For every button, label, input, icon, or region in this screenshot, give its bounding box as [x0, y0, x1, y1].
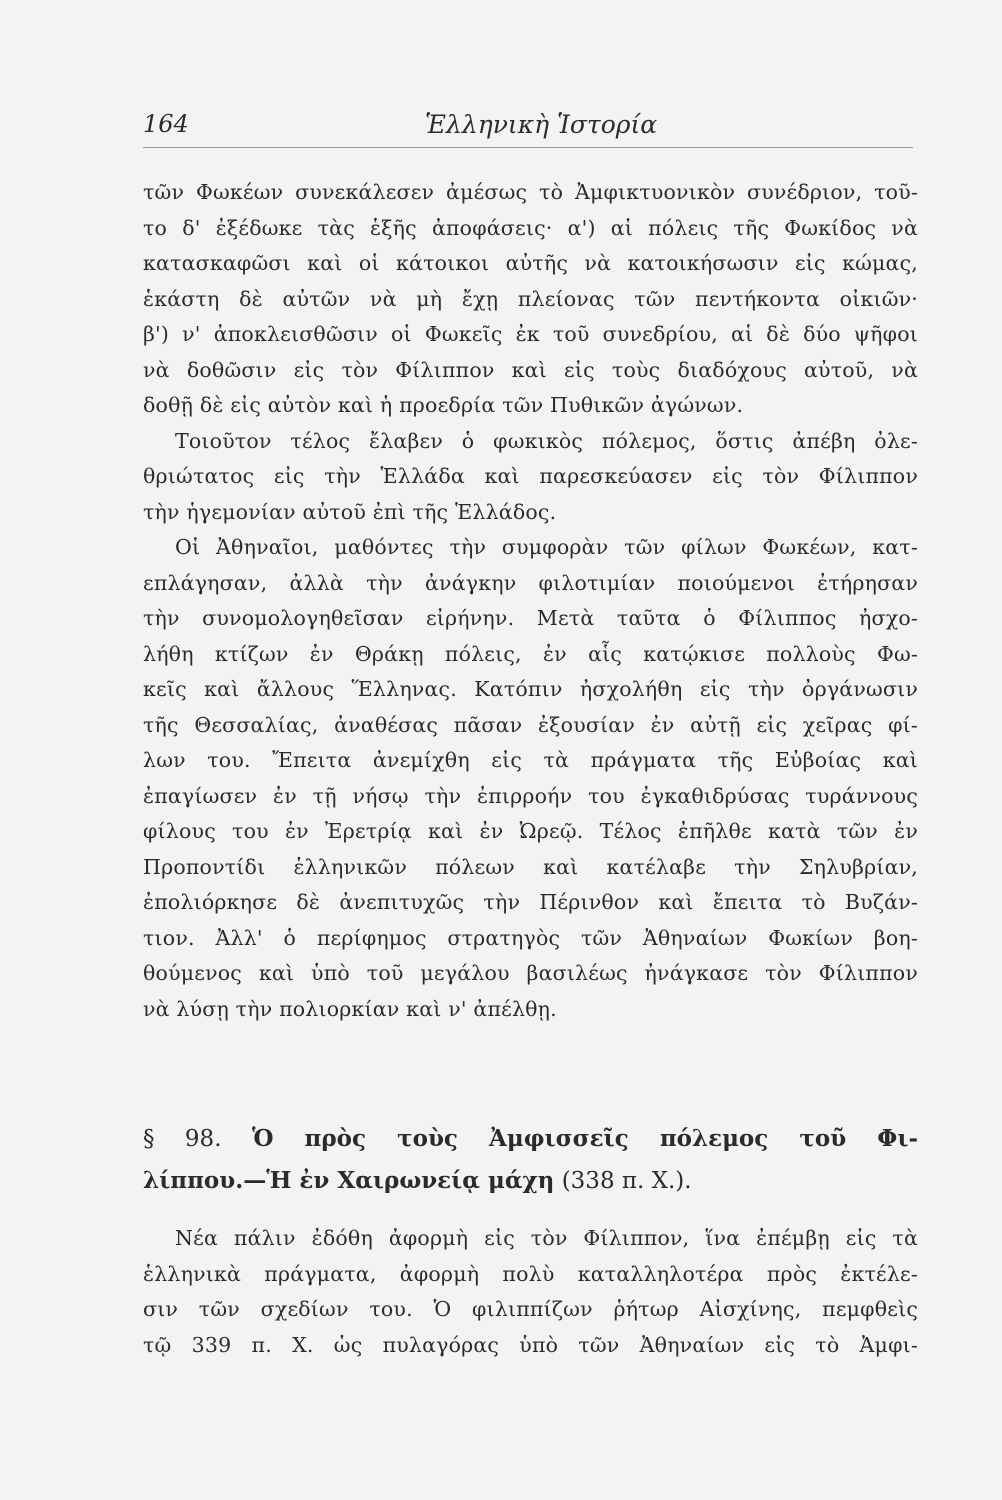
- text-line: ἐπολιόρκησε δὲ ἀνεπιτυχῶς τὴν Πέρινθον καὶ ἔπειτα τὸ Βυζάν-: [143, 890, 918, 914]
- page-number: 164: [143, 110, 189, 138]
- text-line: Προποντίδι ἑλληνικῶν πόλεων καὶ κατέλαβε τὴν Σηλυβρίαν,: [143, 854, 918, 879]
- text-line: τὴν συνομολογηθεῖσαν εἰρήνην. Μετὰ ταῦτα ὁ Φίλιππος ἠσχο-: [143, 606, 918, 630]
- text-line: ἑκάστη δὲ αὐτῶν νὰ μὴ ἔχῃ πλείονας τῶν πεντήκοντα οἰκιῶν·: [143, 286, 918, 311]
- text-line: θριώτατος εἰς τὴν Ἑλλάδα καὶ παρεσκεύασεν εἰς τὸν Φίλιππον: [143, 464, 918, 488]
- text-line: τῶν Φωκέων συνεκάλεσεν ἀμέσως τὸ Ἀμφικτυονικὸν συνέδριον, τοῦ-: [143, 180, 918, 204]
- text-line: Τοιοῦτον τέλος ἔλαβεν ὁ φωκικὸς πόλεμος, ὅστις ἀπέβη ὀλε-: [175, 428, 918, 453]
- page-header: [143, 110, 913, 150]
- text-line: κατασκαφῶσι καὶ οἱ κάτοικοι αὐτῆς νὰ κατοικήσωσιν εἰς κώμας,: [143, 251, 918, 275]
- section-number: § 98.: [143, 1126, 222, 1152]
- text-line: θούμενος καὶ ὑπὸ τοῦ μεγάλου βασιλέως ἠνάγκασε τὸν Φίλιππον: [143, 961, 918, 985]
- section-heading: [143, 1118, 918, 1202]
- section-date: (338 π. Χ.).: [561, 1168, 692, 1194]
- text-line: νὰ λύσῃ τὴν πολιορκίαν καὶ ν' ἀπέλθῃ.: [143, 996, 557, 1021]
- text-line: επλάγησαν, ἀλλὰ τὴν ἀνάγκην φιλοτιμίαν ποιούμενοι ἐτήρησαν: [143, 570, 918, 595]
- section-heading-line-2: [143, 1160, 918, 1202]
- text-line: ἐπαγίωσεν ἐν τῇ νήσῳ τὴν ἐπιρροήν του ἐγκαθιδρύσας τυράννους: [143, 783, 918, 808]
- text-line: σιν τῶν σχεδίων του. Ὁ φιλιππίζων ῥήτωρ Αἰσχίνης, πεμφθεὶς: [143, 1297, 918, 1321]
- section-title-part-1: Ὁ πρὸς τοὺς Ἀμφισσεῖς πόλεμος τοῦ Φι-: [251, 1125, 918, 1152]
- running-title: Ἑλληνικὴ Ἱστορία: [425, 110, 658, 139]
- text-line: Οἱ Ἀθηναῖοι, μαθόντες τὴν συμφορὰν τῶν φίλων Φωκέων, κατ-: [175, 535, 918, 559]
- text-line: τῆς Θεσσαλίας, ἀναθέσας πᾶσαν ἐξουσίαν ἐν αὐτῇ εἰς χεῖρας φί-: [143, 712, 918, 737]
- text-line: β') ν' ἀποκλεισθῶσιν οἱ Φωκεῖς ἐκ τοῦ συνεδρίου, αἱ δὲ δύο ψῆφοι: [143, 322, 918, 346]
- text-line: ἑλληνικὰ πράγματα, ἀφορμὴ πολὺ καταλληλοτέρα πρὸς ἐκτέλε-: [143, 1261, 918, 1286]
- text-line: τιον. Ἀλλ' ὁ περίφημος στρατηγὸς τῶν Ἀθηναίων Φωκίων βοη-: [143, 925, 918, 950]
- header-rule: [143, 147, 913, 148]
- text-line: λήθη κτίζων ἐν Θράκῃ πόλεις, ἐν αἷς κατῴκισε πολλοὺς Φω-: [143, 641, 918, 666]
- text-line: φίλους του ἐν Ἐρετρίᾳ καὶ ἐν Ὠρεῷ. Τέλος ἐπῆλθε κατὰ τῶν ἐν: [143, 819, 918, 843]
- text-line: τῷ 339 π. Χ. ὡς πυλαγόρας ὑπὸ τῶν Ἀθηναίων εἰς τὸ Ἀμφι-: [143, 1332, 918, 1357]
- text-line: το δ' ἐξέδωκε τὰς ἑξῆς ἀποφάσεις· α') αἱ πόλεις τῆς Φωκίδος νὰ: [143, 215, 918, 240]
- body-text-2: [143, 1221, 918, 1363]
- text-line: Νέα πάλιν ἐδόθη ἀφορμὴ εἰς τὸν Φίλιππον, ἵνα ἐπέμβῃ εἰς τὰ: [175, 1226, 918, 1250]
- text-line: νὰ δοθῶσιν εἰς τὸν Φίλιππον καὶ εἰς τοὺς διαδόχους αὐτοῦ, νὰ: [143, 357, 918, 382]
- text-line: λων του. Ἔπειτα ἀνεμίχθη εἰς τὰ πράγματα τῆς Εὐβοίας καὶ: [143, 748, 918, 772]
- section-heading-line-1: [143, 1118, 918, 1160]
- text-line: κεῖς καὶ ἄλλους Ἕλληνας. Κατόπιν ἠσχολήθη εἰς τὴν ὀργάνωσιν: [143, 677, 918, 701]
- text-line: δοθῇ δὲ εἰς αὐτὸν καὶ ἡ προεδρία τῶν Πυθικῶν ἀγώνων.: [143, 393, 744, 417]
- text-line: τὴν ἡγεμονίαν αὐτοῦ ἐπὶ τῆς Ἑλλάδος.: [143, 499, 557, 524]
- section-title-part-2: λίππου.—Ἡ ἐν Χαιρωνείᾳ μάχη: [143, 1167, 555, 1194]
- body-text: [143, 175, 918, 1027]
